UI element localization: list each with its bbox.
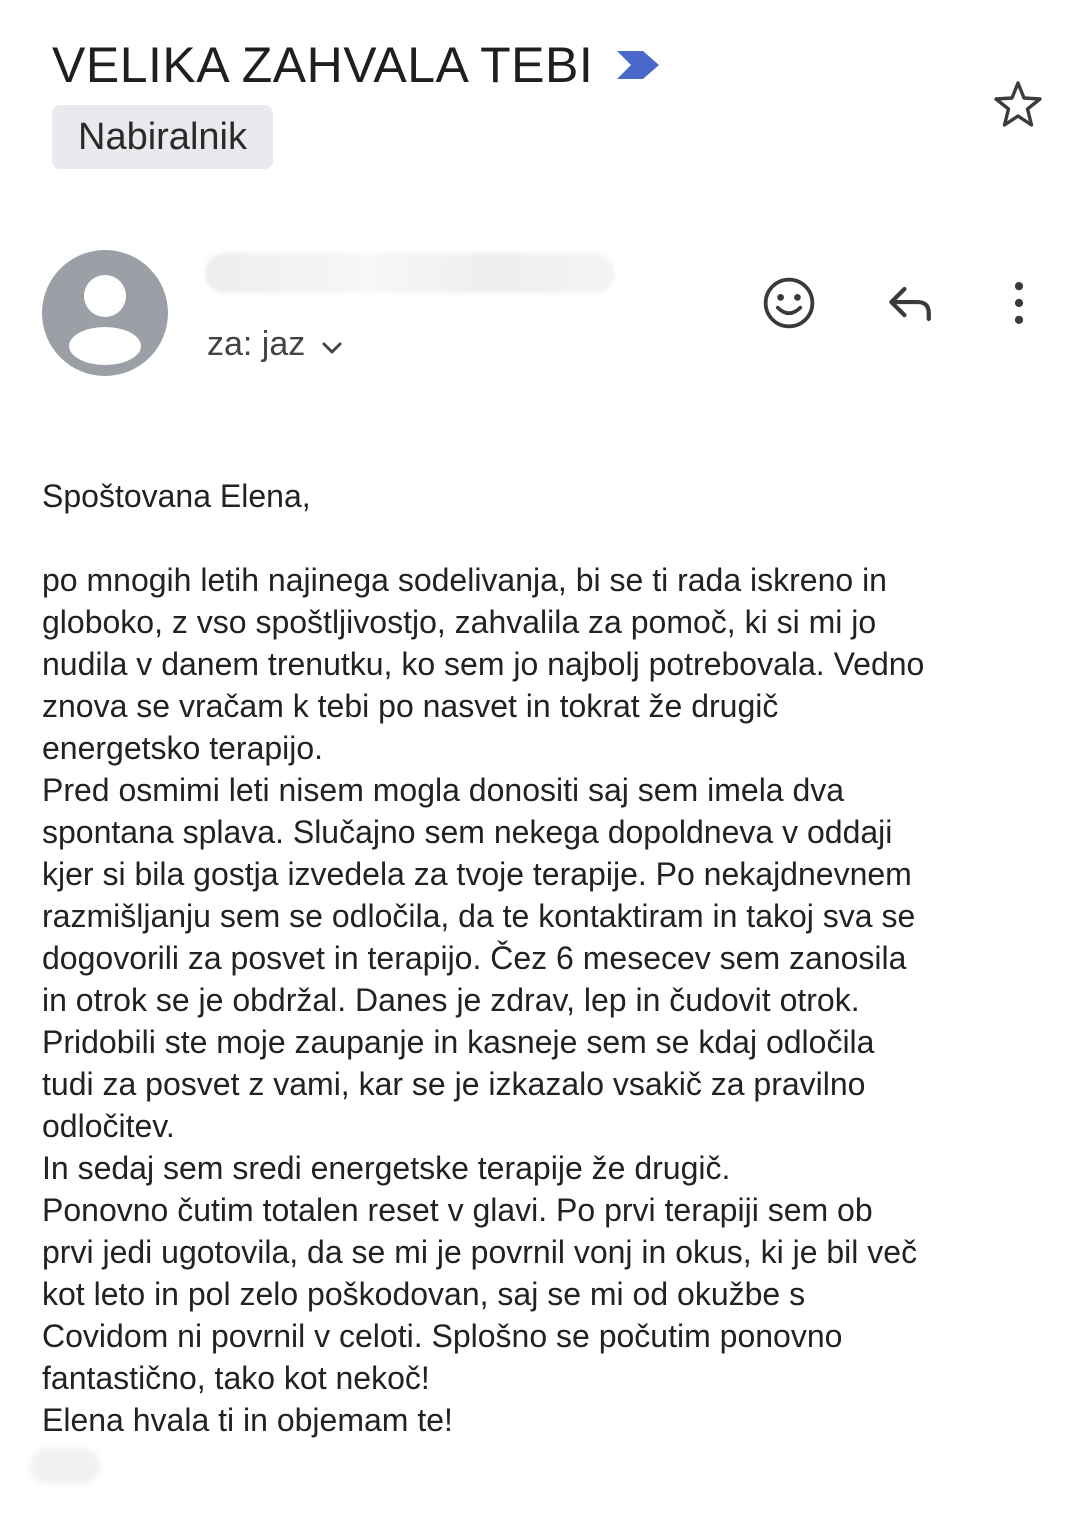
body-line: Pridobili ste moje zaupanje in kasneje sem se kdaj odločila bbox=[42, 1024, 875, 1060]
body-line: kot leto in pol zelo poškodovan, saj se mi od okužbe s bbox=[42, 1276, 806, 1312]
star-icon[interactable] bbox=[992, 78, 1044, 130]
body-line: tudi za posvet z vami, kar se je izkazalo vsakič za pravilno bbox=[42, 1066, 866, 1102]
recipient-row[interactable] bbox=[207, 322, 345, 366]
body-line: fantastično, tako kot nekoč! bbox=[42, 1360, 430, 1396]
sender-name-redacted bbox=[205, 253, 615, 293]
body-line: odločitev. bbox=[42, 1108, 175, 1144]
body-line: Elena hvala ti in objemam te! bbox=[42, 1402, 453, 1438]
body-line: spontana splava. Slučajno sem nekega dopoldneva v oddaji bbox=[42, 814, 893, 850]
emoji-reaction-icon[interactable] bbox=[758, 272, 820, 334]
email-greeting: Spoštovana Elena, bbox=[42, 478, 311, 514]
chevron-down-icon[interactable] bbox=[319, 331, 345, 357]
body-line: in otrok se je obdržal. Danes je zdrav, lep in čudovit otrok. bbox=[42, 982, 860, 1018]
email-body bbox=[42, 475, 1042, 1441]
signature-redacted bbox=[30, 1448, 100, 1484]
body-line: Covidom ni povrnil v celoti. Splošno se počutim ponovno bbox=[42, 1318, 843, 1354]
body-line: In sedaj sem sredi energetske terapije že drugič. bbox=[42, 1150, 731, 1186]
body-line: energetsko terapijo. bbox=[42, 730, 324, 766]
body-line: dogovorili za posvet in terapijo. Čez 6 mesecev sem zanosila bbox=[42, 940, 907, 976]
body-line: Ponovno čutim totalen reset v glavi. Po prvi terapiji sem ob bbox=[42, 1192, 873, 1228]
body-line: razmišljanju sem se odločila, da te kontaktiram in takoj sva se bbox=[42, 898, 916, 934]
email-subject: VELIKA ZAHVALA TEBI bbox=[52, 37, 594, 93]
avatar-person-icon bbox=[42, 250, 168, 376]
message-actions bbox=[758, 272, 1050, 334]
body-line: globoko, z vso spoštljivostjo, zahvalila za pomoč, ki si mi jo bbox=[42, 604, 877, 640]
avatar[interactable] bbox=[42, 250, 168, 376]
label-chip-inbox[interactable]: Nabiralnik bbox=[52, 105, 273, 169]
body-line: znova se vračam k tebi po nasvet in tokrat že drugič bbox=[42, 688, 779, 724]
body-line: kjer si bila gostja izvedela za tvoje terapije. Po nekajdnevnem bbox=[42, 856, 912, 892]
more-vert-icon[interactable] bbox=[988, 272, 1050, 334]
body-line: Pred osmimi leti nisem mogla donositi saj sem imela dva bbox=[42, 772, 845, 808]
body-line: po mnogih letih najinega sodelivanja, bi se ti rada iskreno in bbox=[42, 562, 887, 598]
recipient-text: za: jaz bbox=[207, 324, 306, 363]
reply-icon[interactable] bbox=[880, 272, 942, 334]
important-marker-icon[interactable] bbox=[615, 49, 661, 81]
body-line: prvi jedi ugotovila, da se mi je povrnil vonj in okus, ki je bil več bbox=[42, 1234, 918, 1270]
body-line: nudila v danem trenutku, ko sem jo najbolj potrebovala. Vedno bbox=[42, 646, 925, 682]
subject-row bbox=[52, 30, 1012, 100]
